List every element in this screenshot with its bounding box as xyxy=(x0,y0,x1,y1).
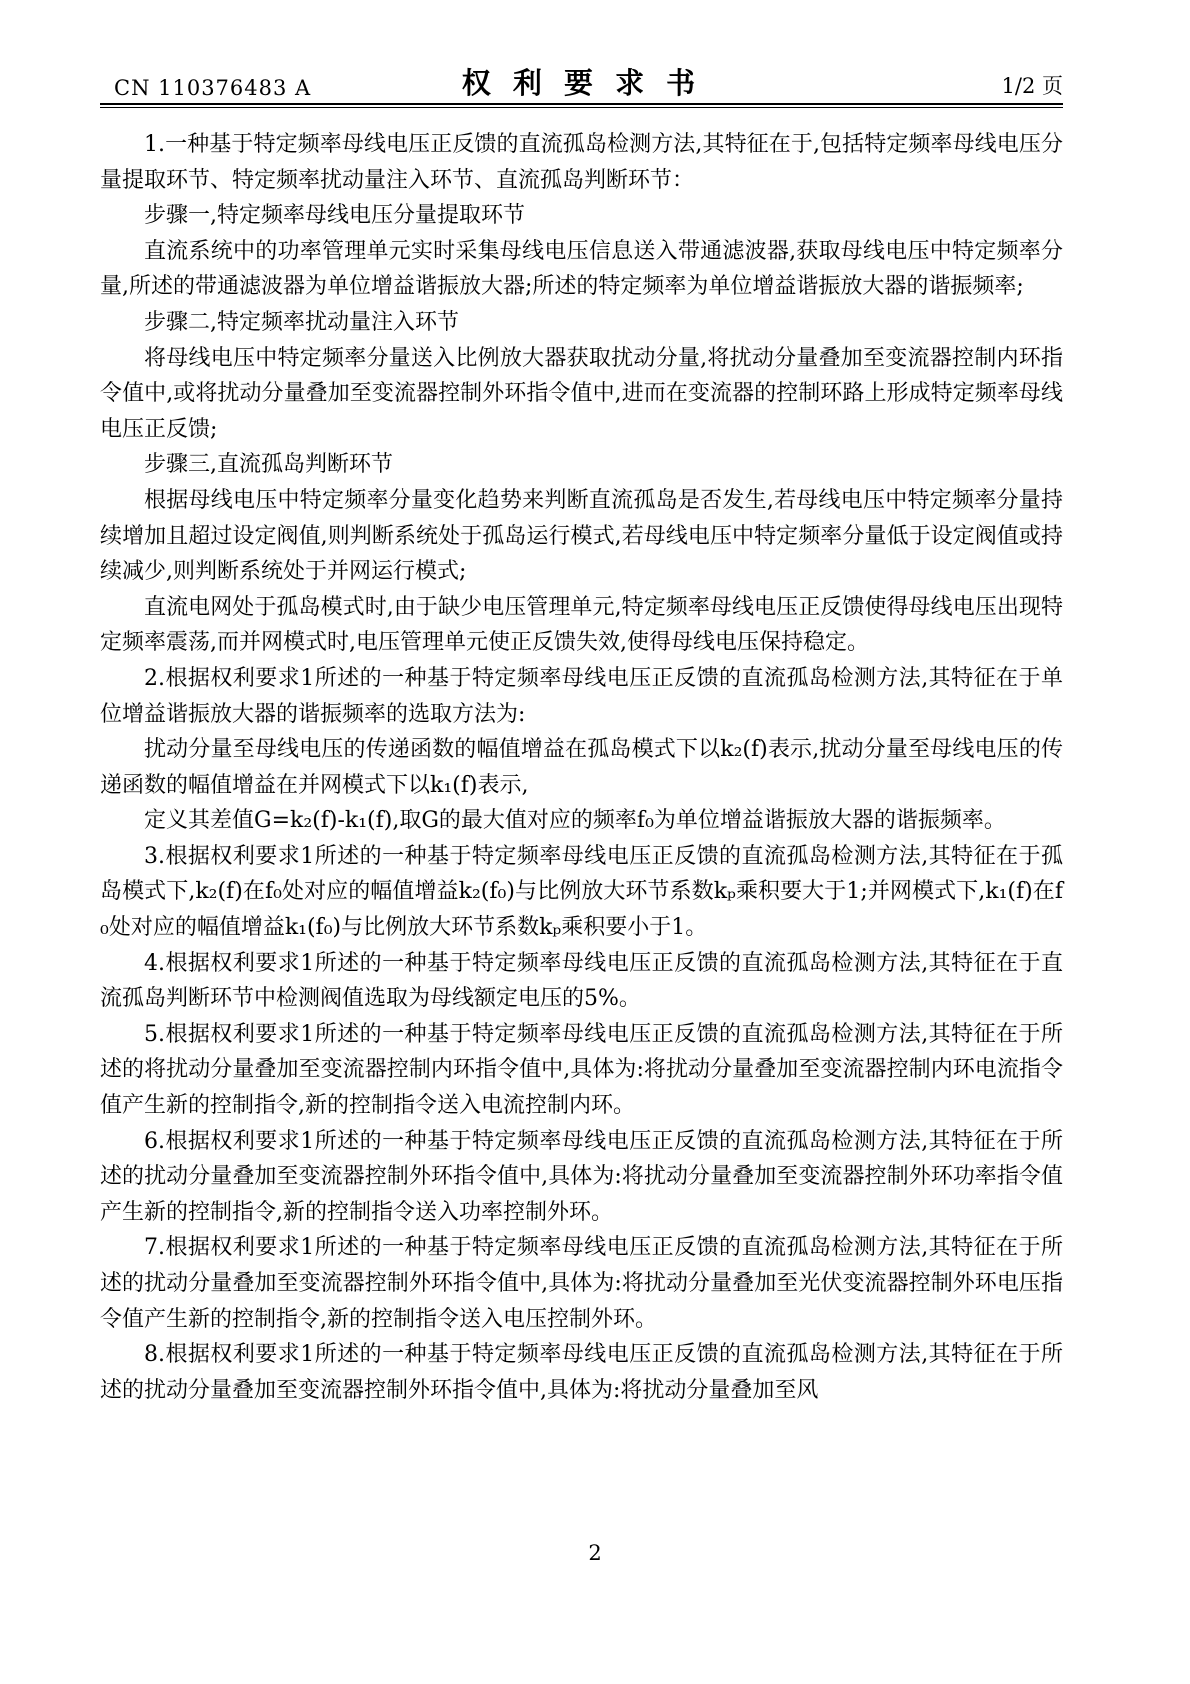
header-divider-rule xyxy=(100,103,1063,108)
claim-paragraph: 步骤一,特定频率母线电压分量提取环节 xyxy=(144,203,525,229)
document-title: 权 利 要 求 书 xyxy=(461,66,702,100)
claim-paragraph: 扰动分量至母线电压的传递函数的幅值增益在孤岛模式下以k₂(f)表示,扰动分量至母线电压的传递函数的幅值增益在并网模式下以k₁(f)表示, xyxy=(100,737,1063,798)
page-header xyxy=(100,62,1063,100)
claim-paragraph: 步骤三,直流孤岛判断环节 xyxy=(144,452,393,478)
claim-paragraph: 根据母线电压中特定频率分量变化趋势来判断直流孤岛是否发生,若母线电压中特定频率分量持续增加且超过设定阀值,则判断系统处于孤岛运行模式,若母线电压中特定频率分量低于设定阀值或持续减少,则判断系统处于并网运行模式; xyxy=(100,487,1063,585)
claim-paragraph: 1.一种基于特定频率母线电压正反馈的直流孤岛检测方法,其特征在于,包括特定频率母线电压分量提取环节、特定频率扰动量注入环节、直流孤岛判断环节： xyxy=(100,132,1063,193)
claim-paragraph: 3.根据权利要求1所述的一种基于特定频率母线电压正反馈的直流孤岛检测方法,其特征在于孤岛模式下,k₂(f)在f₀处对应的幅值增益k₂(f₀)与比例放大环节系数kₚ乘积要大于1;并网模式下,k₁(f)在f₀处对应的幅值增益k₁(f₀)与比例放大环节系数kₚ乘积要小于1。 xyxy=(100,843,1063,941)
claim-paragraph: 8.根据权利要求1所述的一种基于特定频率母线电压正反馈的直流孤岛检测方法,其特征在于所述的扰动分量叠加至变流器控制外环指令值中,具体为:将扰动分量叠加至风 xyxy=(100,1342,1063,1403)
claim-paragraph: 直流系统中的功率管理单元实时采集母线电压信息送入带通滤波器,获取母线电压中特定频率分量,所述的带通滤波器为单位增益谐振放大器;所述的特定频率为单位增益谐振放大器的谐振频率; xyxy=(100,238,1063,300)
page-number: 2 xyxy=(588,1541,602,1565)
claims-text-body xyxy=(100,127,1063,1408)
claim-paragraph: 直流电网处于孤岛模式时,由于缺少电压管理单元,特定频率母线电压正反馈使得母线电压出现特定频率震荡,而并网模式时,电压管理单元使正反馈失效,使得母线电压保持稳定。 xyxy=(100,594,1063,656)
claim-paragraph: 2.根据权利要求1所述的一种基于特定频率母线电压正反馈的直流孤岛检测方法,其特征在于单位增益谐振放大器的谐振频率的选取方法为: xyxy=(100,665,1063,727)
patent-number: CN 110376483 A xyxy=(114,76,312,100)
claim-paragraph: 将母线电压中特定频率分量送入比例放大器获取扰动分量,将扰动分量叠加至变流器控制内环指令值中,或将扰动分量叠加至变流器控制外环指令值中,进而在变流器的控制环路上形成特定频率母线电压正反馈; xyxy=(100,345,1063,442)
claim-paragraph: 步骤二,特定频率扰动量注入环节 xyxy=(144,309,459,335)
page-indicator: 1/2 页 xyxy=(1001,74,1063,98)
claim-paragraph: 4.根据权利要求1所述的一种基于特定频率母线电压正反馈的直流孤岛检测方法,其特征在于直流孤岛判断环节中检测阀值选取为母线额定电压的5%。 xyxy=(100,950,1063,1012)
page-footer xyxy=(0,1541,1190,1565)
claim-paragraph: 7.根据权利要求1所述的一种基于特定频率母线电压正反馈的直流孤岛检测方法,其特征在于所述的扰动分量叠加至变流器控制外环指令值中,具体为:将扰动分量叠加至光伏变流器控制外环电压指令值产生新的控制指令,新的控制指令送入电压控制外环。 xyxy=(100,1235,1063,1332)
claim-paragraph: 5.根据权利要求1所述的一种基于特定频率母线电压正反馈的直流孤岛检测方法,其特征在于所述的将扰动分量叠加至变流器控制内环指令值中,具体为:将扰动分量叠加至变流器控制内环电流指令值产生新的控制指令,新的控制指令送入电流控制内环。 xyxy=(100,1021,1063,1119)
claim-paragraph: 定义其差值G=k₂(f)-k₁(f),取G的最大值对应的频率f₀为单位增益谐振放大器的谐振频率。 xyxy=(144,808,1006,834)
claim-paragraph: 6.根据权利要求1所述的一种基于特定频率母线电压正反馈的直流孤岛检测方法,其特征在于所述的扰动分量叠加至变流器控制外环指令值中,具体为:将扰动分量叠加至变流器控制外环功率指令值产生新的控制指令,新的控制指令送入功率控制外环。 xyxy=(100,1128,1063,1225)
